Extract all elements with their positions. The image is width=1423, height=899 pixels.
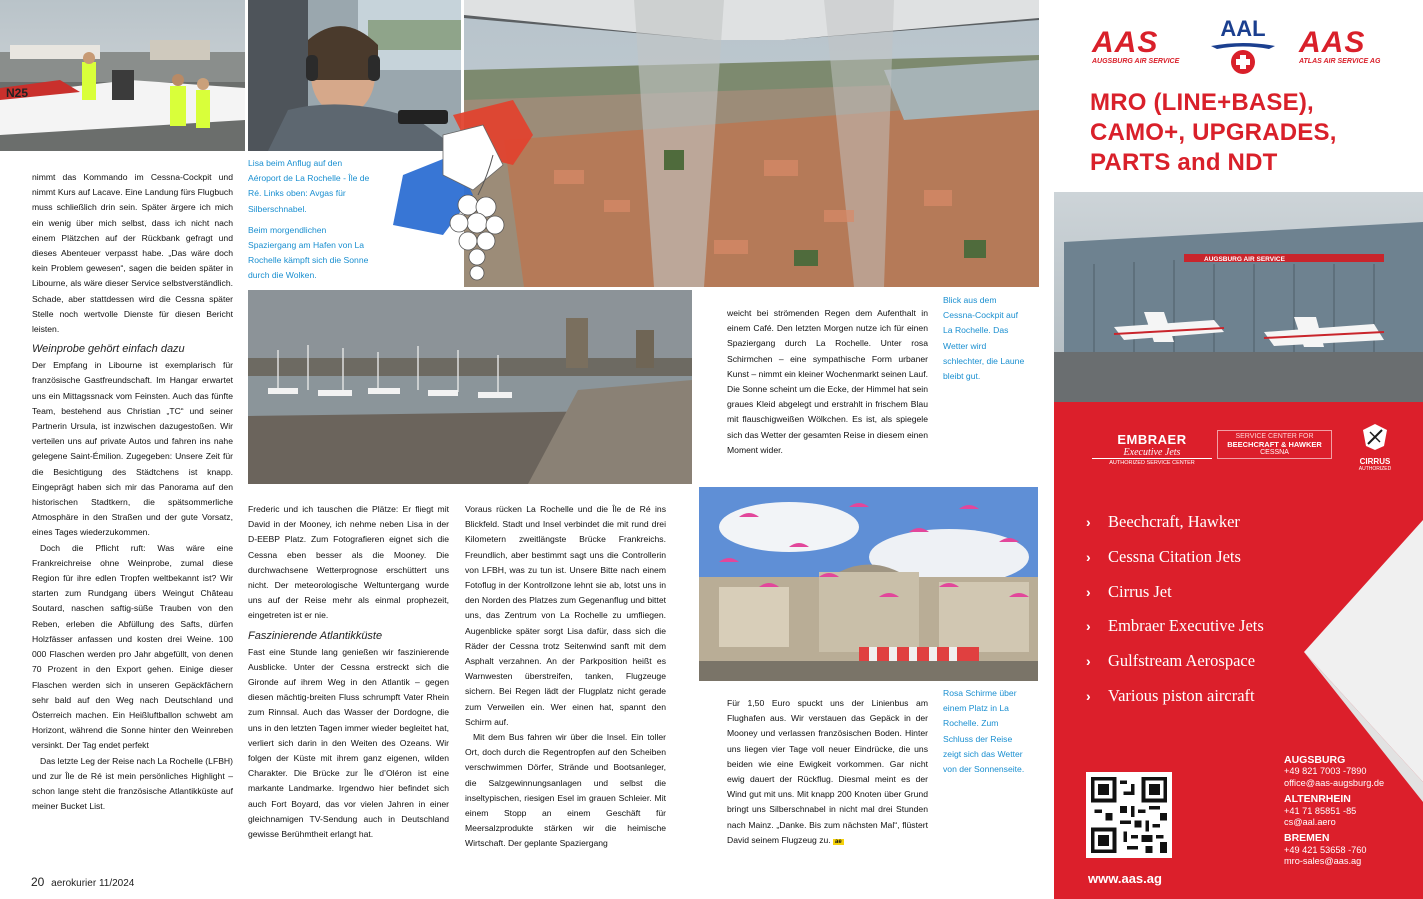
article-column-3 [465,502,666,852]
website-link[interactable]: www.aas.ag [1088,871,1162,886]
article-paragraph: nimmt das Kommando im Cessna-Cockpit und nimmt Kurs auf Lacave. Eine Landung fürs Flugbuch muss schließlich drin sein. Später ärgere ich mich ein wenig über mich selbst, dass ich nicht nach einem Plätzchen auf der Rückbank gefragt und dieses Abenteuer verpasst habe. „Das wäre doch kein Problem gewesen“, sagen die beiden später in Libourne, als wäre dieser Service selbstverständlich. Schade, aber stattdessen wird die Cessna später Stelle noch wertvolle Dienste für diesen Bericht leisten. [32,172,233,335]
contact-email[interactable]: mro-sales@aas.ag [1284,856,1362,867]
services-list [1086,505,1264,714]
article-paragraph: Frederic und ich tauschen die Plätze: Er fliegt mit David in der Mooney, ich nehme neben Lisa in der D-EEBP Platz. Zum Fotografieren eignet sich die Cessna eben besser als die Mooney. Die durchwachsene Wetterprognose erschüttert uns nicht. Der meteorologische Weltuntergang wurde uns auf der Reise mehr als einmal prophezeit, eingetreten ist er nie. [248,504,449,621]
magazine-name: aerokurier [51,878,97,889]
ad-hangar-photo [1054,192,1423,402]
article-paragraph: Mit dem Bus fahren wir über die Insel. Ein toller Ort, doch durch die Regentropfen auf den Scheiben verschwimmen Dörfer, Strände und Bootsanleger, die Salzgewinnungsanlagen und selbst die inseltypischen, riesigen Esel im grauen Schleier. Mit einem Stopp an einem Geschäft für Meersalzprodukte stärken wir die heimische Wirtschaft. Der geplante Spaziergang [465,732,666,849]
photo-pink-umbrellas [699,487,1038,681]
article-paragraph: Der Empfang in Libourne ist exemplarisch für französische Gastfreundschaft. Im Hangar erwartet uns ein Mittagssnack vom Feinsten. Auch das fünfte Team, bestehend aus Christian „TC“ und seiner Partnerin Ursula, ist inzwischen dazugestoßen. Wir verteilen uns auf private Autos und fahren ins nahe gelegene Saint-Émilion. Zugegeben: Unsere Zeit für die Besichtigung des Städtchens ist knapp. Eingeprägt haben sich mir das Panorama auf den historischen Stadtkern, die spätsommerliche Atmosphäre in den Straßen und der gute Vorsatz, eines Tages wiederzukommen. [32,360,233,538]
article-column-4-bottom [727,696,928,850]
service-item: › Beechcraft, Hawker [1086,512,1240,531]
service-item: › Various piston aircraft [1086,685,1255,705]
service-item: › Cirrus Jet [1086,581,1172,601]
service-item: › Cessna Citation Jets [1086,546,1241,566]
article-paragraph: weicht bei strömenden Regen dem Aufenthalt in einem Café. Den letzten Morgen nutze ich für einen Spaziergang durch La Rochelle. Unter rosa Schirmchen – eine sympathische Form urbaner Kunst – nimmt ein kleiner Wochenmarkt seinen Lauf. Die Sonne scheint um die Ecke, der Himmel hat sein graues Kleid abgelegt und erstrahlt in frischem Blau mit flauschigweißen Wölkchen. Es ist, als spiegele sich das Wetter der gesamten Reise in diesem einen Moment wider. [727,308,928,455]
article-column-4-top [727,306,928,458]
article-paragraph: Fast eine Stunde lang genießen wir faszinierende Ausblicke. Unter der Cessna erstreckt sich die Gironde auf ihrem Weg in den Atlantik – gegen diesen mächtig-breiten Fluss schrumpft Vater Rhein zum Rinnsal. Auch das Wasser der Dordogne, die uns in den letzten Tagen immer wieder begleitet hat, verliert sich darin in den Weiten des Ozeans. Wir folgen der Küste mit ihrem ganz eigenen, wilden Charakter. Die Brücke zur Île d’Oléron ist eine markante Landmarke. Irgendwo hier befindet sich auch Fort Boyard, das vor vielen Jahren in einer gleichnamigen TV-Sendung auch in Deutschland gewisse Berühmtheit erlangt hat. [248,646,449,840]
caption-umbrellas: Rosa Schirme über einem Platz in La Rochelle. Zum Schluss der Reise zeigt sich das Wetter von der Sonnenseite. [943,688,1025,775]
contact-phone: +49 821 7003 -7890 [1284,766,1367,777]
photo-airfield-refuel [0,0,245,151]
caption-aerial: Blick aus dem Cessna-Cockpit auf La Rochelle. Das Wetter wird schlechter, die Laune bleibt gut. [943,295,1025,382]
cirrus-logo: CIRRUS AUTHORIZED [1350,422,1400,472]
service-item: › Gulfstream Aerospace [1086,651,1256,671]
contact-phone: +41 71 85851 -85 [1284,805,1357,816]
contact-email[interactable]: cs@aal.aero [1284,817,1336,828]
aircraft-registration: N25 [6,86,29,100]
hangar-sign: AUGSBURG AIR SERVICE [1204,256,1285,263]
ad-logo-bar [1054,0,1423,190]
contact-phone: +49 421 53658 -760 [1284,844,1367,855]
advertisement [1054,0,1423,899]
contact-city: ALTENRHEIN [1284,793,1351,806]
photo-harbour-la-rochelle [248,290,692,484]
article-paragraph: Für 1,50 Euro spuckt uns der Linienbus am Flughafen aus. Wir verstauen das Gepäck in der Mooney und verlassen französischen Boden. Hinter uns liegen vier Tage voll neuer Eindrücke, die uns beiden wie eine Ewigkeit vorkommen. Gar nicht ewig dauert der Rückflug. Diesmal meint es der Wind gut mit uns. Mit knapp 200 Knoten über Grund bringt uns Silberschnabel in nicht mal drei Stunden nach Mainz. „Danke. Bis zum nächsten Mal“, flüstert David seinem Flugzeug zu. ae [727,698,928,845]
article-paragraph: Doch die Pflicht ruft: Was wäre eine Frankreichreise ohne Weinprobe, zumal diese Region für ihre edlen Tropfen weltbekannt ist? Wir starten zum Rundgang übers Weingut Château Soutard, naschen saftig-süße Trauben von den Reben, erleben die Abfüllung des Safts, dürfen Holzfässer anfassen und kosten drei Weine. 100 000 Flaschen werden pro Jahr abgefüllt, von denen 70 Prozent in den Export gehen. Einige dieser Flaschen werden sich in unseren Gepäckfächern sehr bald auf den Weg nach Deutschland und Österreich machen. Ein Heißluftballon schwebt am Horizont, während die Sonne hinter den Weinreben versinkt. Der Tag endet perfekt [32,542,233,751]
contact-city: BREMEN [1284,832,1330,845]
photo-aerial-la-rochelle [464,0,1039,287]
article-paragraph: Voraus rücken La Rochelle und die Île de Ré ins Blickfeld. Stadt und Insel verbindet die mit rund drei Kilometern zweitlängste Brücke Frankreichs. Freundlich, aber bestimmt sagt uns die Controllerin von LFBH, was zu tun ist. Unsere Bitte nach einem Fotoflug in der Kontrollzone lehnt sie ab, lotst uns in den Norden des Platzes zum Gegenanflug und bittet uns, das Zentrum von La Rochelle zu umfliegen. Augenblicke später sorgt Lisa dafür, dass sich die Räder der Cessna trotz Seitenwind sanft mit dem Asphalt verzahnen. An der Parkposition heißt es Warnwesten überstreifen, tanken, Flugzeuge sichern. Bei Regen lädt der Flugplatz nicht gerade zum Verweilen ein. Wer einen hat, spannt den Schirm auf. [465,504,666,727]
page-number: 20 [31,875,45,889]
contact-email[interactable]: office@aas-augsburg.de [1284,777,1385,788]
caption-cockpit: Lisa beim Anflug auf den Aéroport de La Rochelle - Île de Ré. Links oben: Avgas für Silberschnabel. Beim morgendlichen Spaziergang am Hafen von La Rochelle kämpft sich die Sonne durch die Wolken. [248,158,370,281]
beechcraft-cessna-logo: SERVICE CENTER FOR BEECHCRAFT & HAWKER CESSNA [1217,430,1332,459]
contacts [1284,755,1384,868]
article-column-2 [248,502,449,842]
article-paragraph: Das letzte Leg der Reise nach La Rochelle (LFBH) und zur Île de Ré ist mein persönliches Highlight – schon lange steht die französische Atlantikküste auf meiner Bucket List. [32,755,233,812]
embraer-logo: EMBRAER Executive Jets AUTHORIZED SERVICE CENTER [1092,432,1212,466]
aas-atlas-logo: AAS ATLAS AIR SERVICE AG [1299,26,1381,65]
aal-wings-icon [1209,40,1277,78]
aal-logo: AAL [1209,18,1277,83]
ad-headline: MRO (LINE+BASE), CAMO+, UPGRADES, PARTS and NDT [1090,89,1337,176]
service-item: › Embraer Executive Jets [1086,616,1264,636]
article-column-1 [32,170,233,814]
aas-augsburg-logo: AAS AUGSBURG AIR SERVICE [1092,26,1180,65]
subheading: Faszinierende Atlantikküste [248,629,383,642]
qr-code[interactable] [1086,772,1172,858]
grape-illustration [383,95,543,295]
contact-city: AUGSBURG [1284,754,1346,766]
issue: 11/2024 [98,878,135,889]
subheading: Weinprobe gehört einfach dazu [32,343,185,356]
end-mark: ae [835,838,842,845]
page-footer [31,875,134,889]
cirrus-shield-icon [1360,422,1390,452]
